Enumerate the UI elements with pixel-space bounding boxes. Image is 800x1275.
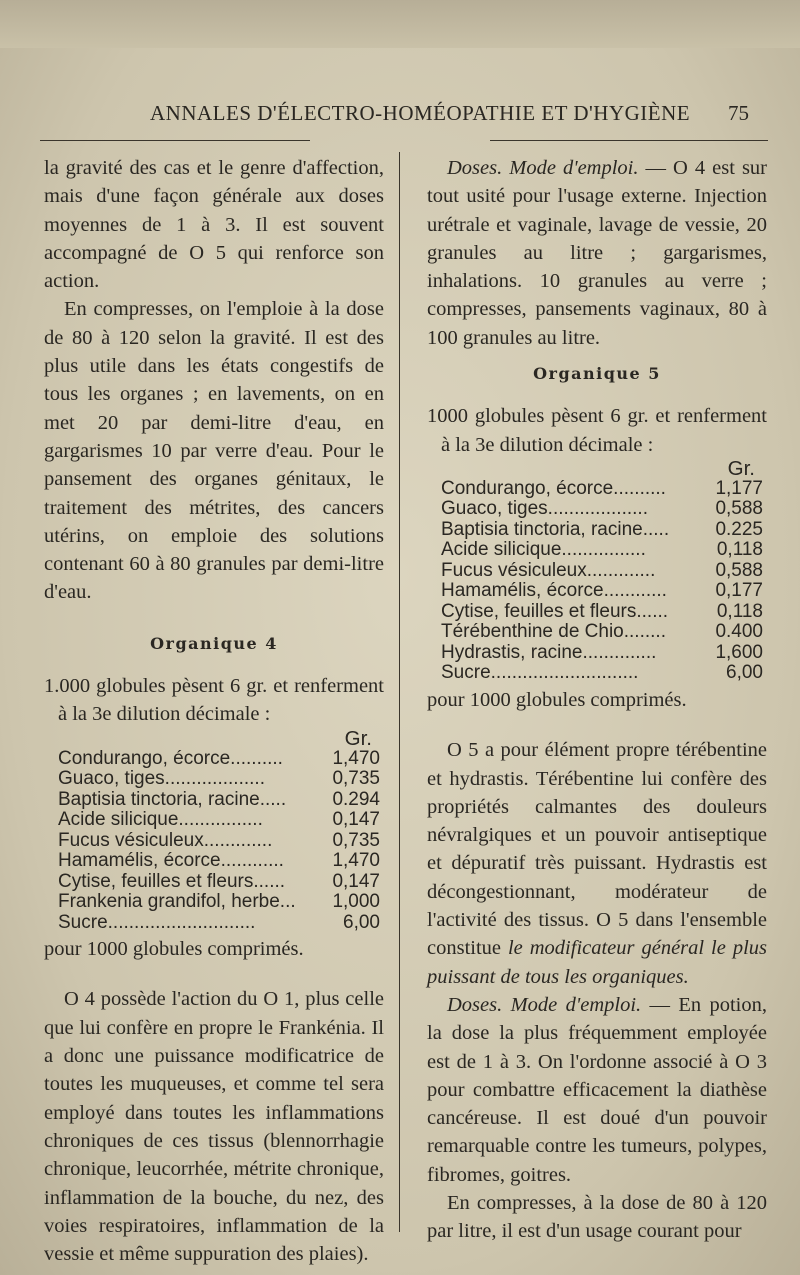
organique-4-unit: Gr. xyxy=(344,726,372,750)
ingredient-value: 0,177 xyxy=(715,580,763,602)
left-column xyxy=(44,154,384,1268)
doses-label-1: Doses. Mode d'emploi. xyxy=(447,157,639,179)
left-paragraph-3: O 4 possède l'action du O 1, plus celle que lui confère en propre le Frankénia. Il a donc une puissance modificatrice de toutes les muqueuses, et comme tel sera employé dans toutes les inflammations chroniques de ces tissus (blennorrhagie chronique, leucorrhée, métrite chronique, inflammation de la bouche, du nez, des voies respiratoires, inflammation de la vessie et même suppuration des plaies). xyxy=(44,988,384,1266)
running-header: ANNALES D'ÉLECTRO-HOMÉOPATHIE ET D'HYGIÈNE xyxy=(150,101,691,125)
ingredient-name: Hamamélis, écorce............ xyxy=(441,581,667,602)
ingredient-row xyxy=(427,520,767,541)
right-paragraph-1 xyxy=(427,154,767,352)
page-number: 75 xyxy=(728,101,749,125)
ingredient-row xyxy=(427,622,767,643)
ingredient-name: Acide silicique................ xyxy=(441,540,646,561)
ingredient-name: Frankenia grandifol, herbe... xyxy=(58,892,296,913)
ingredient-value: 0,147 xyxy=(332,870,380,892)
ingredient-row xyxy=(44,872,384,893)
ingredient-row xyxy=(44,749,384,770)
organique-5-heading: Organique 5 xyxy=(533,364,661,384)
ingredient-value: 1,470 xyxy=(332,850,380,872)
ingredient-name: Baptisia tinctoria, racine..... xyxy=(441,519,670,540)
ingredient-name: Guaco, tiges................... xyxy=(441,499,648,520)
ingredient-value: 6,00 xyxy=(726,662,763,684)
organique-5-footer: pour 1000 globules comprimés. xyxy=(427,688,687,711)
ingredient-name: Cytise, feuilles et fleurs...... xyxy=(58,871,286,892)
ingredient-row xyxy=(44,913,384,934)
organique-4-heading: Organique 4 xyxy=(150,633,278,653)
organique-5-unit: Gr. xyxy=(727,456,755,480)
ingredient-row xyxy=(427,499,767,520)
organique-5-intro: 1000 globules pèsent 6 gr. et renferment à la 3e dilution décimale : xyxy=(427,405,767,456)
right-paragraph-2 xyxy=(427,736,767,991)
ingredient-row xyxy=(427,643,767,664)
ingredient-row xyxy=(44,810,384,831)
ingredient-value: 0,735 xyxy=(332,829,380,851)
torn-page-edge xyxy=(0,0,800,48)
ingredient-name: Acide silicique................ xyxy=(58,810,263,831)
ingredient-value: 0.400 xyxy=(715,621,763,643)
ingredient-name: Sucre............................ xyxy=(441,663,639,684)
ingredient-name: Fucus vésiculeux............. xyxy=(58,830,273,851)
ingredient-row xyxy=(427,581,767,602)
right-paragraph-1-text: — O 4 est sur tout usité pour l'usage externe. Injection urétrale et vaginale, lavage de vessie, 20 granules au litre ; gargarismes, inhalations. 10 granules au verre ; compresses, pansements vaginaux, 80 à 100 granules au litre. xyxy=(427,157,767,349)
ingredient-row xyxy=(427,479,767,500)
ingredient-value: 6,00 xyxy=(343,911,380,933)
organique-4-footer: pour 1000 globules comprimés. xyxy=(44,938,304,961)
organique-4-table xyxy=(44,749,384,934)
ingredient-name: Hydrastis, racine.............. xyxy=(441,642,657,663)
header-rule-left xyxy=(40,140,310,141)
doses-label-2: Doses. Mode d'emploi. xyxy=(447,993,642,1016)
ingredient-row xyxy=(427,561,767,582)
right-paragraph-4: En compresses, à la dose de 80 à 120 par litre, il est d'un usage courant pour xyxy=(427,1192,767,1243)
right-paragraph-2-italic: le modificateur général le plus puissant de tous les organiques. xyxy=(427,937,767,988)
ingredient-name: Sucre............................ xyxy=(58,912,256,933)
ingredient-name: Guaco, tiges................... xyxy=(58,769,265,790)
ingredient-value: 0,588 xyxy=(715,498,763,520)
ingredient-row xyxy=(427,602,767,623)
right-paragraph-2-text: O 5 a pour élément propre térébentine et hydrastis. Térébentine lui confère des propriétés calmantes des douleurs névralgiques et un pouvoir antiseptique et dépuratif très puissant. Hydrastis est décongestionnant, modérateur de l'activité des tissus. O 5 dans l'ensemble constitue xyxy=(427,739,767,960)
ingredient-value: 0.225 xyxy=(715,518,763,540)
ingredient-value: 0,118 xyxy=(716,600,763,622)
ingredient-value: 0,118 xyxy=(716,539,763,561)
ingredient-row xyxy=(44,769,384,790)
left-paragraph-2: En compresses, on l'emploie à la dose de 80 à 120 selon la gravité. Il est des plus utile dans les états congestifs de tous les organes ; en lavements, on en met 20 par demi-litre d'eau, en gargarismes 10 par verre d'eau. Pour le pansement des organes génitaux, le traitement des métrites, des cancers utérins, on emploie des solutions contenant 60 à 80 granules par demi-litre d'eau. xyxy=(44,298,384,604)
column-divider xyxy=(399,152,400,1232)
ingredient-row xyxy=(427,540,767,561)
ingredient-name: Cytise, feuilles et fleurs...... xyxy=(441,601,669,622)
organique-5-table xyxy=(427,479,767,684)
right-paragraph-3 xyxy=(427,991,767,1189)
ingredient-name: Condurango, écorce.......... xyxy=(58,748,283,769)
ingredient-value: 1,177 xyxy=(715,477,763,499)
ingredient-row xyxy=(44,851,384,872)
ingredient-row xyxy=(44,790,384,811)
ingredient-value: 0,735 xyxy=(332,768,380,790)
left-paragraph-1: la gravité des cas et le genre d'affection, mais d'une façon générale aux doses moyennes de 1 à 3. Il est souvent accompagné de O 5 qui renforce son action. xyxy=(44,157,384,293)
organique-4-intro: 1.000 globules pèsent 6 gr. et renferment à la 3e dilution décimale : xyxy=(44,675,384,726)
ingredient-name: Condurango, écorce.......... xyxy=(441,478,666,499)
ingredient-name: Baptisia tinctoria, racine..... xyxy=(58,789,287,810)
header-rule-right xyxy=(490,140,768,141)
ingredient-value: 0,147 xyxy=(332,809,380,831)
ingredient-value: 0,588 xyxy=(715,559,763,581)
ingredient-row xyxy=(44,892,384,913)
ingredient-name: Térébenthine de Chio........ xyxy=(441,622,666,643)
ingredient-value: 1,000 xyxy=(332,891,380,913)
ingredient-row xyxy=(44,831,384,852)
ingredient-value: 1,470 xyxy=(332,747,380,769)
ingredient-name: Fucus vésiculeux............. xyxy=(441,560,656,581)
ingredient-name: Hamamélis, écorce............ xyxy=(58,851,284,872)
right-paragraph-3-text: — En potion, la dose la plus fréquemment employée est de 1 à 3. On l'ordonne associé à O 3 pour combattre efficacement la diathèse cancéreuse. Il est doué d'un pouvoir remarquable contre les tumeurs, polypes, fibromes, goitres. xyxy=(427,993,768,1186)
right-column xyxy=(427,154,767,1246)
ingredient-row xyxy=(427,663,767,684)
ingredient-value: 0.294 xyxy=(332,788,380,810)
ingredient-value: 1,600 xyxy=(715,641,763,663)
